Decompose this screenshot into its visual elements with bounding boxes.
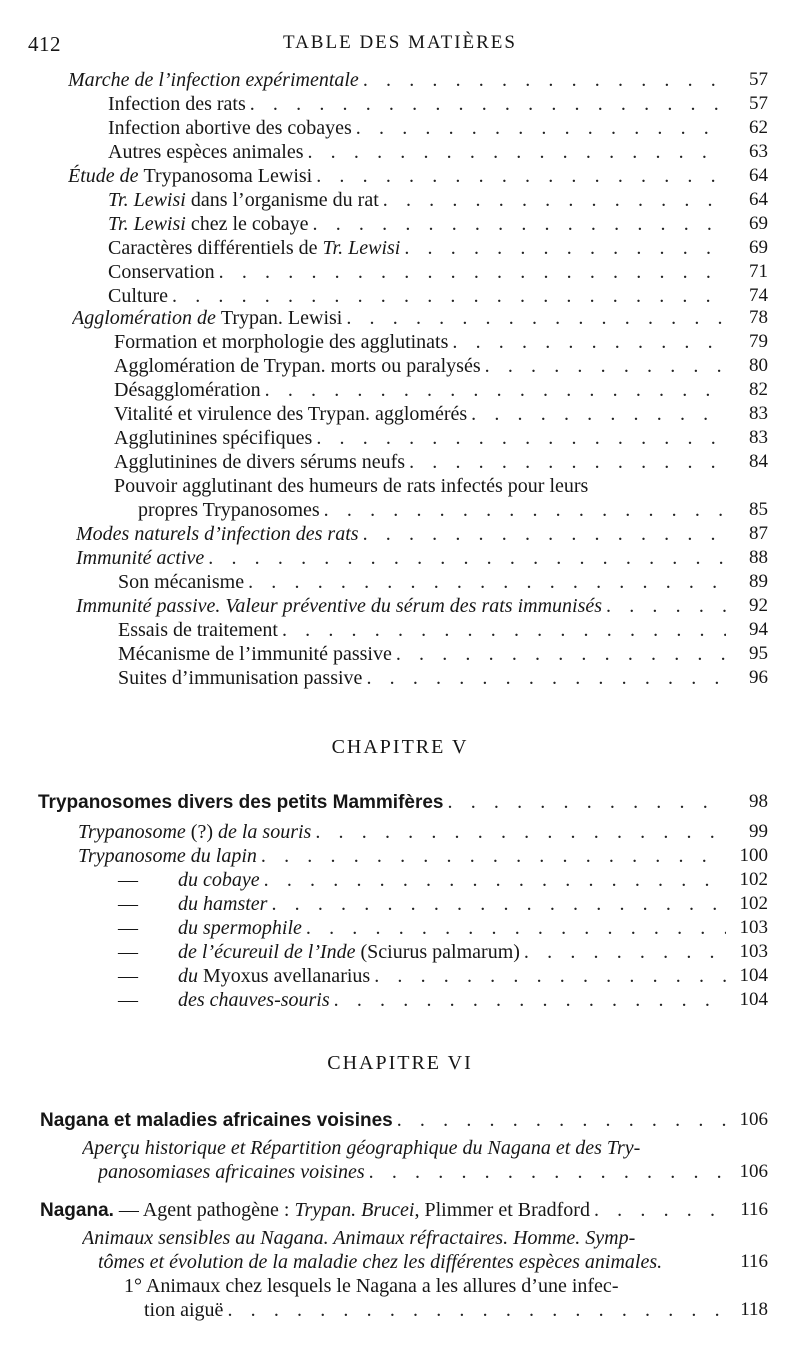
toc-entry-title: [108, 212, 309, 236]
toc-entry-title: [72, 306, 342, 330]
toc-entry: [78, 820, 726, 844]
toc-page-number: 116: [740, 1251, 768, 1272]
toc-entry: [82, 1226, 740, 1250]
toc-text-segment: chez le cobaye: [185, 213, 309, 235]
toc-page-number: 83: [749, 427, 768, 448]
toc-entry-title: [114, 426, 312, 450]
toc-page-number: 94: [749, 619, 768, 640]
toc-entry: [40, 1108, 726, 1132]
toc-text-segment: Nagana.: [40, 1200, 114, 1221]
toc-entry-title: [114, 474, 588, 498]
toc-text-segment: Autres espèces animales: [108, 141, 304, 163]
dot-leader: [448, 330, 726, 354]
toc-entry: [108, 260, 726, 284]
toc-entry: [114, 402, 726, 426]
toc-text-segment: propres Trypanosomes: [138, 499, 320, 521]
toc-entry-title: [78, 892, 267, 916]
toc-text-segment: du hamster: [178, 893, 268, 915]
toc-text-segment: Tr. Lewisi: [108, 213, 186, 235]
toc-entry-title: [138, 498, 320, 522]
toc-text-segment: dans l’organisme du rat: [185, 189, 379, 211]
toc-text-segment: (?): [185, 821, 218, 843]
toc-entry-title: [78, 940, 520, 964]
toc-text-segment: du cobaye: [178, 869, 260, 891]
ditto-dash: —: [118, 941, 138, 963]
toc-text-segment: Vitalité et virulence des Trypan. agglomérés: [114, 403, 468, 425]
toc-entry: [108, 236, 726, 260]
dot-leader: [223, 1298, 726, 1322]
toc-entry: [98, 1160, 726, 1184]
toc-entry-title: [108, 188, 379, 212]
toc-entry-title: [108, 116, 352, 140]
toc-text-segment: Désagglomération: [114, 379, 261, 401]
toc-page-number: 88: [749, 547, 768, 568]
toc-entry-title: [118, 570, 244, 594]
toc-text-segment: Tr. Lewisi: [322, 237, 401, 259]
toc-entry-title: [114, 450, 405, 474]
toc-entry-title: [118, 618, 278, 642]
dot-leader: [302, 916, 726, 940]
toc-page-number: 118: [740, 1299, 768, 1320]
toc-entry-title: [40, 1108, 393, 1132]
toc-page-number: 106: [739, 1161, 768, 1182]
dot-leader: [204, 546, 726, 570]
toc-entry-title: [78, 868, 260, 892]
toc-entry: [38, 790, 726, 814]
toc-entry: [78, 844, 726, 868]
toc-entry: [108, 140, 726, 164]
toc-entry: [72, 306, 726, 330]
toc-entry-title: [118, 642, 392, 666]
toc-entry-title: [108, 236, 400, 260]
toc-text-segment: du spermophile: [178, 917, 302, 939]
toc-text-segment: Trypanosomes divers des petits Mammifères: [38, 792, 444, 813]
toc-page-number: 69: [749, 213, 768, 234]
toc-entry-title: [78, 964, 370, 988]
dot-leader: [362, 666, 726, 690]
toc-text-segment: Agglomération de: [72, 307, 221, 329]
toc-entry: [78, 868, 726, 892]
toc-text-segment: — Agent pathogène :: [113, 1199, 295, 1221]
toc-entry: [76, 546, 726, 570]
toc-text-segment: Tr. Lewisi: [108, 189, 186, 211]
toc-entry: [138, 498, 726, 522]
toc-text-segment: Animaux sensibles au Nagana. Animaux réfractaires. Homme. Symp-: [82, 1227, 636, 1249]
dot-leader: [400, 236, 726, 260]
toc-page-number: 57: [749, 93, 768, 114]
toc-entry: [114, 378, 726, 402]
toc-entry: [118, 618, 726, 642]
dot-leader: [393, 1108, 726, 1132]
toc-entry: [82, 1136, 740, 1160]
toc-text-segment: Culture: [108, 285, 168, 307]
toc-page-number: 99: [749, 821, 768, 842]
toc-entry: [40, 1198, 726, 1222]
spacer: [588, 474, 740, 498]
dot-leader: [590, 1198, 726, 1222]
toc-text-segment: des chauves-souris: [178, 989, 330, 1011]
toc-text-segment: tômes et évolution de la maladie chez les différentes espèces animales.: [98, 1251, 663, 1273]
toc-entry-title: [98, 1160, 365, 1184]
dot-leader: [392, 642, 726, 666]
ditto-dash: —: [118, 893, 138, 915]
toc-entry: [114, 426, 726, 450]
toc-text-segment: Formation et morphologie des agglutinats: [114, 331, 449, 353]
toc-page-number: 74: [749, 285, 768, 306]
toc-text-segment: Marche de l’infection expérimentale: [68, 69, 359, 91]
toc-entry: [118, 642, 726, 666]
toc-page-number: 78: [749, 307, 768, 328]
toc-entry: [124, 1274, 740, 1298]
toc-page-number: 104: [739, 989, 768, 1010]
toc-text-segment: Son mécanisme: [118, 571, 245, 593]
toc-entry-title: [78, 844, 257, 868]
toc-page-number: 84: [749, 451, 768, 472]
toc-entry-title: [76, 594, 602, 618]
toc-page-number: 92: [749, 595, 768, 616]
toc-page-number: 80: [749, 355, 768, 376]
page-number: 412: [28, 32, 61, 56]
chapter-heading: CHAPITRE VI: [327, 1052, 473, 1074]
toc-entry-title: [114, 378, 261, 402]
ditto-dash: —: [118, 917, 138, 939]
toc-text-segment: Trypanosoma Lewisi: [143, 165, 313, 187]
toc-entry-title: [98, 1250, 662, 1274]
toc-text-segment: Aperçu historique et Répartition géographique du Nagana et des Try-: [82, 1137, 641, 1159]
toc-entry: [114, 474, 740, 498]
dot-leader: [244, 570, 726, 594]
spacer: [618, 1274, 740, 1298]
toc-entry-title: [78, 988, 330, 1012]
dot-leader: [303, 140, 726, 164]
toc-text-segment: (Sciurus palmarum): [355, 941, 520, 963]
toc-entry-title: [78, 820, 311, 844]
toc-entry-title: [114, 354, 481, 378]
ditto-dash: —: [118, 869, 138, 891]
dot-leader: [365, 1160, 726, 1184]
toc-entry: [144, 1298, 726, 1322]
toc-page-number: 103: [739, 917, 768, 938]
toc-entry-title: [114, 402, 467, 426]
dot-leader: [260, 868, 726, 892]
toc-page-number: 102: [739, 869, 768, 890]
dot-leader: [312, 426, 726, 450]
toc-entry-title: [38, 790, 444, 814]
toc-text-segment: Infection abortive des cobayes: [108, 117, 352, 139]
toc-text-segment: du: [178, 965, 203, 987]
toc-entry-title: [76, 522, 359, 546]
toc-page-number: 100: [739, 845, 768, 866]
dot-leader: [257, 844, 726, 868]
toc-text-segment: Immunité active: [76, 547, 205, 569]
toc-entry: [108, 92, 726, 116]
running-title: TABLE DES MATIÈRES: [283, 32, 517, 53]
toc-entry-title: [114, 330, 448, 354]
ditto-dash: —: [118, 965, 138, 987]
ditto-dash: —: [118, 989, 138, 1011]
toc-page-number: 62: [749, 117, 768, 138]
toc-text-segment: Modes naturels d’infection des rats: [76, 523, 359, 545]
dot-leader: [342, 306, 726, 330]
toc-entry-title: [68, 164, 312, 188]
toc-page-number: 98: [749, 791, 768, 812]
toc-entry-title: [144, 1298, 223, 1322]
chapter-heading: CHAPITRE V: [331, 736, 469, 758]
dot-leader: [481, 354, 726, 378]
dot-leader: [520, 940, 726, 964]
dot-leader: [311, 820, 726, 844]
toc-text-segment: Immunité passive. Valeur préventive du sérum des rats immunisés: [76, 595, 603, 617]
toc-text-segment: de l’écureuil de l’Inde: [178, 941, 356, 963]
dot-leader: [405, 450, 726, 474]
dot-leader: [267, 892, 726, 916]
dot-leader: [467, 402, 726, 426]
toc-page-number: 103: [739, 941, 768, 962]
toc-page-number: 87: [749, 523, 768, 544]
toc-entry-title: [78, 916, 302, 940]
toc-page-number: 85: [749, 499, 768, 520]
toc-text-segment: Agglomération de Trypan. morts ou paralysés: [114, 355, 481, 377]
toc-page-number: 63: [749, 141, 768, 162]
toc-entry: [114, 450, 726, 474]
spacer: [635, 1226, 740, 1250]
toc-page-number: 64: [749, 189, 768, 210]
spacer: [640, 1136, 740, 1160]
toc-text-segment: Trypanosome du lapin: [78, 845, 257, 867]
toc-entry-title: [76, 546, 204, 570]
toc-text-segment: Mécanisme de l’immunité passive: [118, 643, 392, 665]
toc-text-segment: Trypan. Brucei: [294, 1199, 415, 1221]
toc-entry-title: [124, 1274, 618, 1298]
toc-entry: [78, 892, 726, 916]
toc-text-segment: Trypan. Lewisi: [220, 307, 343, 329]
toc-entry-title: [82, 1226, 635, 1250]
dot-leader: [309, 212, 726, 236]
toc-entry: [76, 522, 726, 546]
spacer: [662, 1250, 726, 1274]
dot-leader: [444, 790, 727, 814]
dot-leader: [261, 378, 726, 402]
toc-entry: [76, 594, 726, 618]
toc-text-segment: Agglutinines de divers sérums neufs: [114, 451, 406, 473]
dot-leader: [168, 284, 726, 308]
toc-entry-title: [108, 284, 168, 308]
toc-entry: [108, 188, 726, 212]
toc-text-segment: Nagana et maladies africaines voisines: [40, 1110, 393, 1131]
toc-entry: [98, 1250, 726, 1274]
dot-leader: [320, 498, 726, 522]
toc-page-number: 82: [749, 379, 768, 400]
dot-leader: [370, 964, 726, 988]
toc-page-number: 116: [740, 1199, 768, 1220]
toc-entry: [118, 570, 726, 594]
toc-entry-title: [108, 140, 303, 164]
toc-entry: [108, 284, 726, 308]
dot-leader: [359, 522, 726, 546]
toc-page-number: 106: [739, 1109, 768, 1130]
toc-page-number: 83: [749, 403, 768, 424]
dot-leader: [330, 988, 726, 1012]
toc-entry-title: [40, 1198, 590, 1222]
toc-page-number: 89: [749, 571, 768, 592]
toc-page-number: 69: [749, 237, 768, 258]
toc-text-segment: Pouvoir agglutinant des humeurs de rats infectés pour leurs: [114, 475, 589, 497]
dot-leader: [215, 260, 726, 284]
toc-page-number: 104: [739, 965, 768, 986]
toc-page-number: 71: [749, 261, 768, 282]
dot-leader: [278, 618, 726, 642]
dot-leader: [379, 188, 726, 212]
toc-entry-title: [82, 1136, 640, 1160]
toc-page-number: 102: [739, 893, 768, 914]
toc-text-segment: Agglutinines spécifiques: [114, 427, 313, 449]
toc-text-segment: Essais de traitement: [118, 619, 278, 641]
dot-leader: [312, 164, 726, 188]
toc-entry: [68, 68, 726, 92]
toc-entry: [114, 330, 726, 354]
toc-entry-title: [68, 68, 359, 92]
toc-entry: [78, 916, 726, 940]
toc-entry-title: [108, 260, 215, 284]
toc-entry: [78, 988, 726, 1012]
toc-text-segment: Infection des rats: [108, 93, 246, 115]
toc-text-segment: , Plimmer et Bradford: [414, 1199, 590, 1221]
toc-text-segment: Conservation: [108, 261, 215, 283]
toc-entry: [68, 164, 726, 188]
toc-text-segment: Étude de: [68, 165, 144, 187]
toc-entry: [108, 212, 726, 236]
toc-page-number: 96: [749, 667, 768, 688]
toc-entry-title: [118, 666, 362, 690]
dot-leader: [359, 68, 726, 92]
toc-text-segment: Suites d’immunisation passive: [118, 667, 363, 689]
toc-entry: [78, 964, 726, 988]
toc-text-segment: tion aiguë: [144, 1299, 224, 1321]
toc-text-segment: Caractères différentiels de: [108, 237, 323, 259]
toc-text-segment: Trypanosome: [78, 821, 186, 843]
toc-entry-title: [108, 92, 246, 116]
toc-text-segment: panosomiases africaines voisines: [98, 1161, 365, 1183]
page-header: [0, 32, 800, 58]
toc-page-number: 64: [749, 165, 768, 186]
toc-text-segment: 1° Animaux chez lesquels le Nagana a les allures d’une infec-: [124, 1275, 619, 1297]
toc-entry: [108, 116, 726, 140]
toc-text-segment: Myoxus avellanarius: [203, 965, 371, 987]
dot-leader: [246, 92, 726, 116]
dot-leader: [602, 594, 726, 618]
toc-page-number: 57: [749, 69, 768, 90]
toc-text-segment: de la souris: [218, 821, 312, 843]
dot-leader: [352, 116, 726, 140]
toc-page-number: 79: [749, 331, 768, 352]
toc-entry: [118, 666, 726, 690]
toc-entry: [114, 354, 726, 378]
toc-page-number: 95: [749, 643, 768, 664]
toc-entry: [78, 940, 726, 964]
